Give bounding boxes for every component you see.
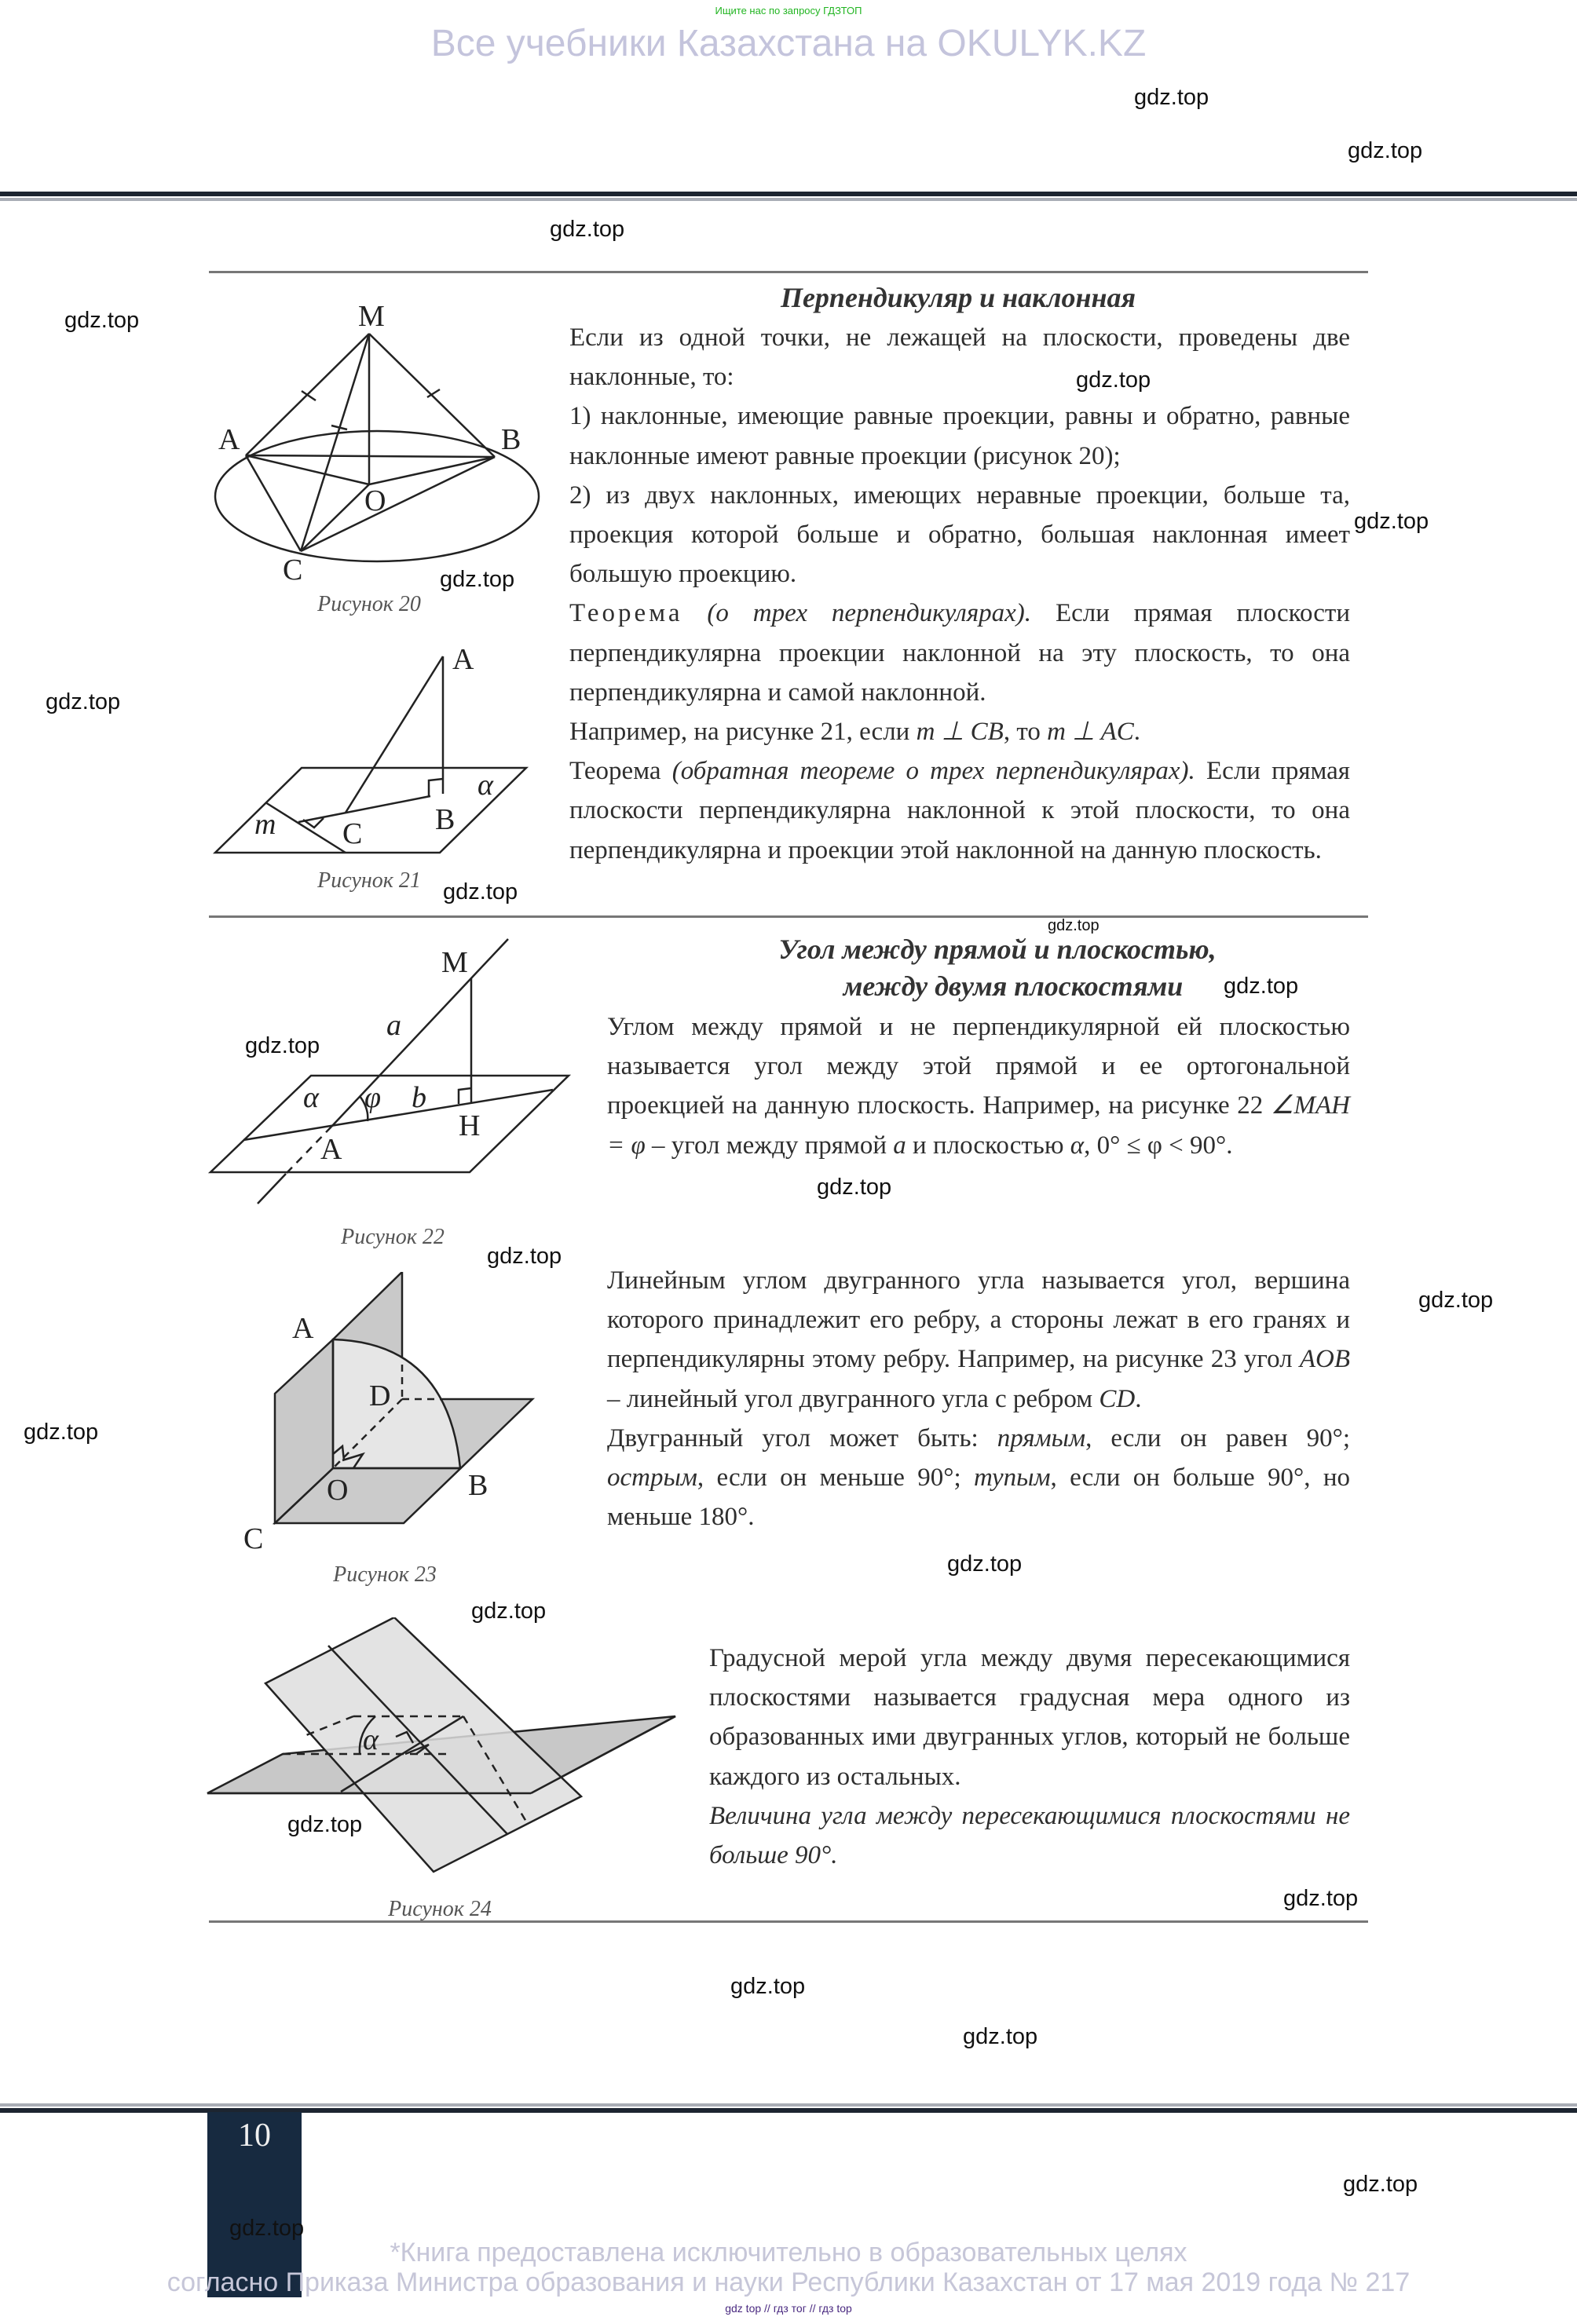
top-rule-light xyxy=(0,198,1577,201)
watermark: gdz.top xyxy=(1343,2172,1418,2197)
para3-prefix: Двугранный угол может быть: xyxy=(607,1423,997,1452)
top-rule-dark xyxy=(0,192,1577,196)
para1-plane-alpha: α xyxy=(1070,1131,1085,1160)
para3-acute: острым xyxy=(607,1463,697,1493)
watermark: gdz.top xyxy=(947,1551,1023,1577)
label-b: B xyxy=(468,1469,488,1502)
label-b: B xyxy=(501,423,521,456)
section2-title-line2: между двумя плоскостями xyxy=(843,970,1184,1002)
para2-angle-aob: AOB xyxy=(1299,1345,1350,1374)
example xyxy=(569,712,1350,751)
label-o: O xyxy=(364,484,386,517)
page-number: 10 xyxy=(238,2118,271,2154)
footer-line-1: *Книга предоставлена исключительно в образовательных целях xyxy=(390,2238,1187,2267)
label-a: A xyxy=(452,643,474,676)
para2-edge-cd: CD xyxy=(1099,1384,1136,1413)
theorem2-word: Теорема xyxy=(569,757,672,786)
para1-line-a: a xyxy=(893,1131,906,1160)
figure-24-caption: Рисунок 24 xyxy=(388,1897,492,1921)
label-h: H xyxy=(459,1109,481,1142)
para1-text: Углом между прямой и не перпендикулярной ей плоскостью называется угол между этой прямой и ее ортогональной проекцией на данную плоскость. Например, на рисунке 22 xyxy=(607,1013,1350,1120)
section1-item1: 1) наклонные, имеющие равные проекции, равны и обратно, равные наклонные имеют равные проекции (рисунок 20); xyxy=(569,402,1350,470)
example-result: m ⊥ AC xyxy=(1047,718,1134,747)
watermark: gdz.top xyxy=(1134,85,1209,110)
label-a: A xyxy=(292,1312,314,1345)
section2-para4 xyxy=(709,1639,1350,1875)
label-b: B xyxy=(435,803,456,836)
theorem1-word: Теорема xyxy=(569,599,683,628)
figure-23-caption: Рисунок 23 xyxy=(333,1562,437,1587)
para2-mid: – линейный угол двугранного угла с ребром xyxy=(607,1384,1100,1413)
label-c: C xyxy=(342,817,363,850)
section2-title-line1: Угол между прямой и плоскостью, xyxy=(778,934,1217,965)
watermark: gdz.top xyxy=(245,1033,320,1058)
label-m: m xyxy=(254,808,276,841)
theorem1 xyxy=(569,594,1350,712)
para1-mid2: и плоскостью xyxy=(906,1131,1070,1160)
watermark: gdz.top xyxy=(730,1974,806,1999)
theorem1-name: (о трех перпендикулярах). xyxy=(707,599,1032,628)
section1-intro: Если из одной точки, не лежащей на плоскости, проведены две наклонные, то: xyxy=(569,323,1350,392)
figure-20-caption: Рисунок 20 xyxy=(317,592,421,616)
theorem2 xyxy=(569,751,1350,870)
example-mid: , то xyxy=(1003,718,1048,747)
watermark: gdz.top xyxy=(1348,138,1423,163)
label-alpha: α xyxy=(303,1081,319,1114)
section1-body xyxy=(569,318,1350,870)
label-a-point: A xyxy=(320,1133,342,1166)
para3-acute-text: , если он меньше 90°; xyxy=(697,1463,974,1493)
figure-23 xyxy=(236,1272,565,1602)
para3-right-text: , если он равен 90°; xyxy=(1085,1423,1350,1452)
watermark: gdz.top xyxy=(550,217,625,242)
watermark: gdz.top xyxy=(440,567,515,592)
theorem1-text: Если прямая плоскости перпендикулярна проекции наклонной на эту плоскость, то она перпендикулярна и самой наклонной. xyxy=(569,599,1351,707)
watermark: gdz.top xyxy=(1354,509,1429,534)
figure-21 xyxy=(204,620,550,903)
watermark: gdz.top xyxy=(1048,917,1100,934)
section1-item2: 2) из двух наклонных, имеющих неравные проекции, больше та, проекция которой больше и обратно, большая наклонная имеет большую проекцию. xyxy=(569,481,1350,589)
label-d: D xyxy=(369,1379,391,1412)
watermark: gdz.top xyxy=(1076,367,1151,393)
watermark: gdz.top xyxy=(287,1812,363,1837)
label-line-b: b xyxy=(412,1081,426,1114)
label-c: C xyxy=(283,554,303,586)
para4-text: Градусной мерой угла между двумя пересекающимися плоскостями называется градусная мера одного из образованных ими двугранных углов, который не больше каждого из остальных. xyxy=(709,1644,1350,1791)
watermark: gdz.top xyxy=(24,1420,99,1445)
section2-para2 xyxy=(607,1261,1350,1537)
label-m: M xyxy=(358,300,385,333)
section1-top-rule xyxy=(209,271,1368,273)
label-alpha: α xyxy=(477,769,493,802)
para3-obtuse-text: , если он больше 90°, но меньше 180°. xyxy=(607,1463,1350,1532)
para1-range: , 0° ≤ φ < 90°. xyxy=(1084,1131,1233,1160)
watermark: gdz.top xyxy=(443,879,518,904)
figure-22-caption: Рисунок 22 xyxy=(341,1225,445,1249)
footer-line-2: согласно Приказа Министра образования и науки Республики Казахстан от 17 мая 2019 года № 217 xyxy=(166,2267,1411,2297)
figure-21-caption: Рисунок 21 xyxy=(317,868,421,893)
watermark: gdz.top xyxy=(487,1244,562,1269)
para3-right: прямым xyxy=(997,1423,1086,1452)
watermark: gdz.top xyxy=(46,689,121,714)
label-m: M xyxy=(441,946,468,979)
para2-end: . xyxy=(1135,1384,1142,1413)
para2-text: Линейным углом двугранного угла называется угол, вершина которого принадлежит его ребру, а стороны лежат в его гранях и перпендикулярны этому ребру. Например, на рисунке 23 угол xyxy=(607,1266,1350,1374)
watermark: gdz.top xyxy=(1418,1288,1494,1313)
example-condition: m ⊥ CB xyxy=(916,718,1004,747)
label-phi: φ xyxy=(364,1081,382,1114)
watermark: gdz.top xyxy=(817,1175,892,1200)
para1-mid: – угол между прямой xyxy=(645,1131,894,1160)
section-divider-rule xyxy=(209,915,1368,918)
section1-title: Перпендикуляр и наклонная xyxy=(780,282,1136,313)
site-title[interactable]: Все учебники Казахстана на OKULYK.KZ xyxy=(430,23,1147,64)
watermark: gdz.top xyxy=(1283,1886,1359,1911)
label-line-a: a xyxy=(386,1009,401,1042)
para3-obtuse: тупым xyxy=(973,1463,1051,1493)
bottom-rule-light xyxy=(0,2103,1577,2107)
theorem2-name: (обратная теореме о трех перпендикулярах). xyxy=(671,757,1195,786)
watermark: gdz.top xyxy=(1224,974,1299,999)
example-suffix: . xyxy=(1133,718,1140,747)
footer-links[interactable]: gdz top // гдз тог // гдз top xyxy=(725,2302,852,2315)
theorem2-text: Если прямая плоскости перпендикулярна наклонной к этой плоскости, то она перпендикулярна и проекции этой наклонной на данную плоскость. xyxy=(569,757,1350,864)
label-a: A xyxy=(218,423,240,456)
figure-22 xyxy=(196,926,573,1256)
promo-text: Ищите нас по запросу ГДЗТОП xyxy=(715,5,862,16)
watermark: gdz.top xyxy=(963,2024,1038,2049)
para5-italic: Величина угла между пересекающимися плоскостями не больше 90°. xyxy=(709,1801,1350,1870)
example-prefix: Например, на рисунке 21, если xyxy=(569,718,917,747)
section2-para1 xyxy=(607,1007,1350,1165)
watermark: gdz.top xyxy=(64,308,140,333)
watermark: gdz.top xyxy=(229,2216,305,2241)
para1-formula: ∠MAH = φ xyxy=(607,1091,1350,1160)
label-o: O xyxy=(327,1474,349,1507)
label-c: C xyxy=(243,1522,264,1555)
label-alpha: α xyxy=(363,1723,379,1756)
watermark: gdz.top xyxy=(471,1599,547,1624)
figure-24 xyxy=(196,1617,683,1931)
